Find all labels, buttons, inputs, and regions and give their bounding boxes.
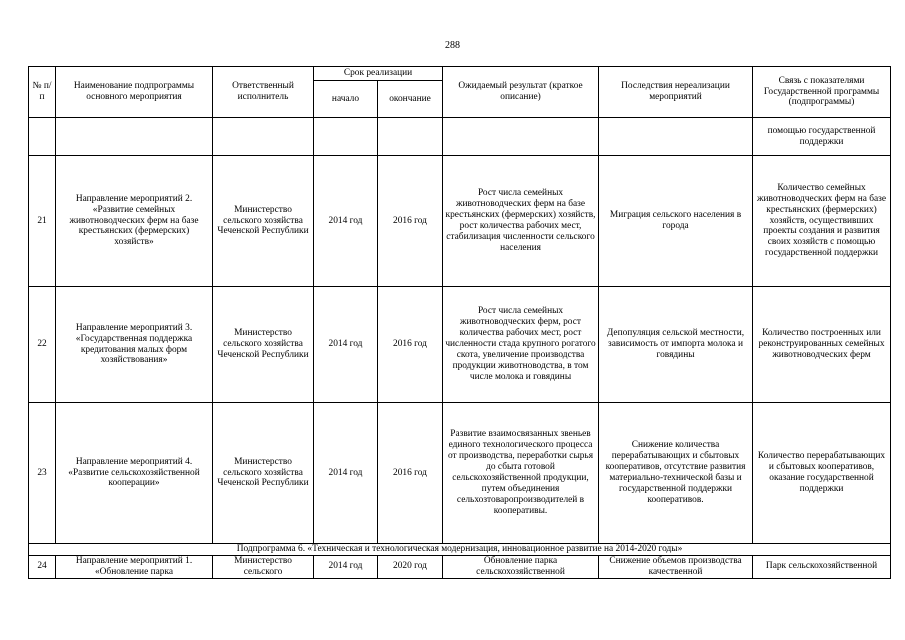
cell-num: 24 [29,555,56,578]
cell-empty [29,118,56,156]
cell-consequences: Снижение объемов производства качественной [599,555,753,578]
cell-num: 22 [29,287,56,403]
cell-name: Направление мероприятий 3. «Государственная поддержка кредитования малых форм хозяйствования» [56,287,213,403]
cell-num: 23 [29,403,56,544]
header-result: Ожидаемый результат (краткое описание) [443,67,599,118]
cell-link: помощью государственной поддержки [753,118,891,156]
header-end: окончание [378,81,443,118]
header-link: Связь с показателями Государственной программы (подпрограммы) [753,67,891,118]
page-number: 288 [445,40,460,51]
header-consequences: Последствия нереализации мероприятий [599,67,753,118]
cell-link: Парк сельскохозяйственной [753,555,891,578]
cell-start: 2014 год [314,156,378,287]
cell-consequences: Миграция сельского населения в города [599,156,753,287]
cell-empty [56,118,213,156]
header-responsible: Ответственный исполнитель [213,67,314,118]
cell-num: 21 [29,156,56,287]
table-row [29,555,891,578]
table-row [29,156,891,287]
cell-start: 2014 год [314,555,378,578]
cell-name: Направление мероприятий 1. «Обновление парка [56,555,213,578]
header-name: Наименование подпрограммы основного мероприятия [56,67,213,118]
cell-empty [599,118,753,156]
table-row [29,403,891,544]
subprogram-title: Подпрограмма 6. «Техническая и технологическая модернизация, инновационное развитие на 2014-2020 годы» [29,544,891,556]
cell-empty [213,118,314,156]
cell-result: Рост числа семейных животноводческих ферм на базе крестьянских (фермерских) хозяйств, рост количества рабочих мест, стабилизация численности сельского населения [443,156,599,287]
cell-result: Обновление парка сельскохозяйственной [443,555,599,578]
cell-end: 2016 год [378,403,443,544]
header-num: № п/п [29,67,56,118]
cell-consequences: Депопуляция сельской местности, зависимость от импорта молока и говядины [599,287,753,403]
cell-link: Количество перерабатывающих и сбытовых кооперативов, оказание государственной поддержки [753,403,891,544]
continuation-row [29,118,891,156]
table-row [29,287,891,403]
cell-responsible: Министерство сельского [213,555,314,578]
cell-link: Количество построенных или реконструированных семейных животноводческих ферм [753,287,891,403]
cell-end: 2020 год [378,555,443,578]
cell-end: 2016 год [378,156,443,287]
cell-result: Развитие взаимосвязанных звеньев единого технологического процесса от производства, переработки сырья до сбыта готовой сельскохозяйственной продукции, путем объединения сельхозтоваропроизводителей в кооперативы. [443,403,599,544]
cell-responsible: Министерство сельского хозяйства Чеченской Республики [213,287,314,403]
cell-empty [443,118,599,156]
cell-empty [378,118,443,156]
cell-start: 2014 год [314,287,378,403]
header-term: Срок реализации [314,67,443,81]
header-row [29,67,891,81]
cell-end: 2016 год [378,287,443,403]
measures-table [28,66,891,579]
header-start: начало [314,81,378,118]
cell-start: 2014 год [314,403,378,544]
cell-consequences: Снижение количества перерабатывающих и сбытовых кооперативов, отсутствие развития материально-технической базы и государственной поддержки кооперативов. [599,403,753,544]
subprogram-row [29,544,891,556]
cell-link: Количество семейных животноводческих ферм на базе крестьянских (фермерских) хозяйств, осуществивших проекты создания и развития своих хозяйств с помощью государственной поддержки [753,156,891,287]
cell-name: Направление мероприятий 2. «Развитие семейных животноводческих ферм на базе крестьянских (фермерских) хозяйств» [56,156,213,287]
cell-empty [314,118,378,156]
cell-responsible: Министерство сельского хозяйства Чеченской Республики [213,156,314,287]
cell-name: Направление мероприятий 4. «Развитие сельскохозяйственной кооперации» [56,403,213,544]
cell-responsible: Министерство сельского хозяйства Чеченской Республики [213,403,314,544]
cell-result: Рост числа семейных животноводческих ферм, рост количества рабочих мест, рост численности стада крупного рогатого скота, увеличение производства продукции животноводства, в том числе молока и говядины [443,287,599,403]
